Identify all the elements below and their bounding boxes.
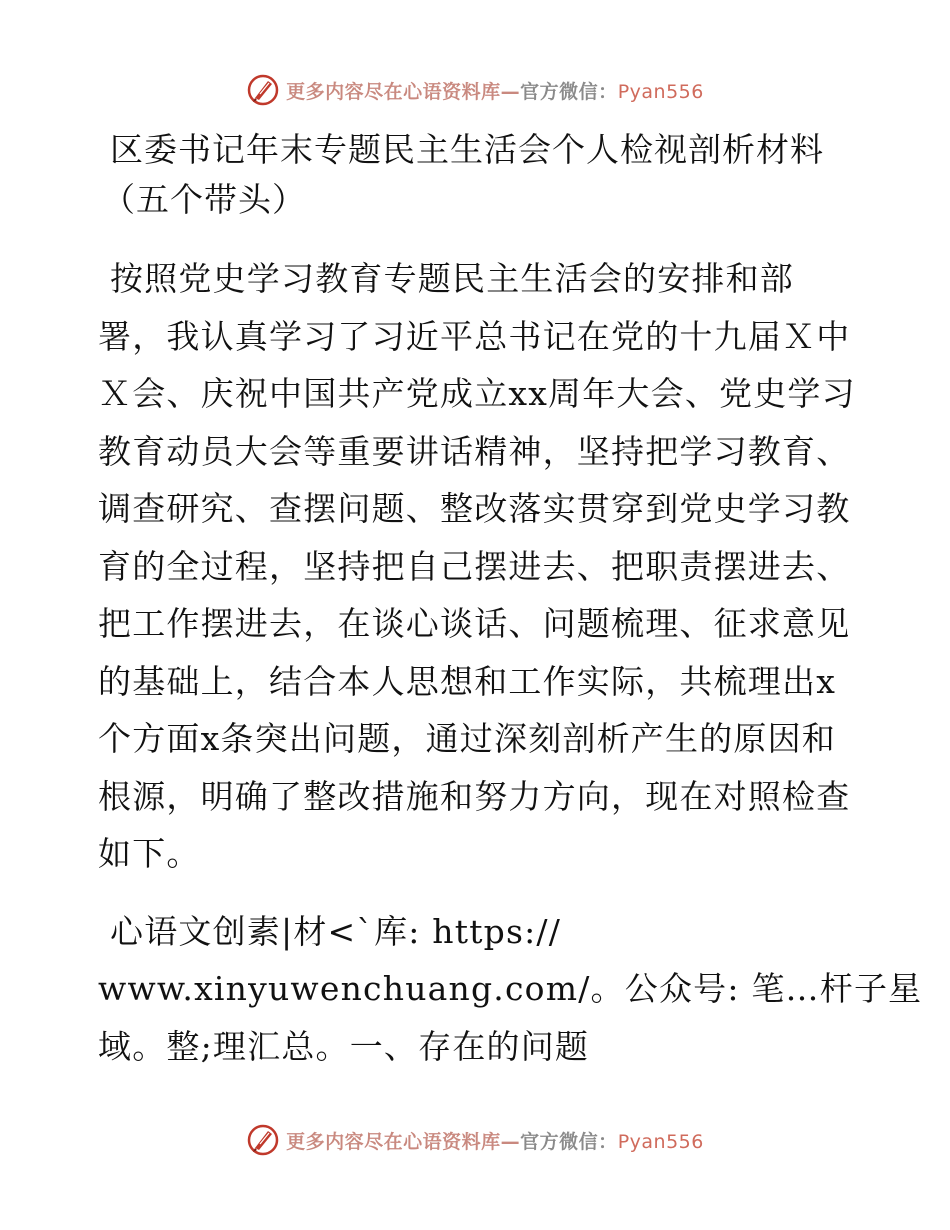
banner-text	[286, 1127, 704, 1154]
body-line: 育的全过程，坚持把自己摆进去、把职责摆进去、	[98, 546, 851, 586]
body-line: www.xinyuwenchuang.com/。公众号: 笔…杆子星	[98, 969, 923, 1008]
document-body	[98, 250, 923, 1075]
banner-dash: —	[500, 1130, 521, 1153]
quill-pen-logo-icon	[246, 73, 280, 107]
body-line: 心语文创素|材<`库: https://	[110, 911, 562, 951]
banner-main-text: 更多内容尽在心语资料库	[286, 80, 501, 103]
body-line: 署，我认真学习了习近平总书记在党的十九届Ｘ中	[98, 316, 851, 356]
title-line: （五个带头）	[102, 180, 306, 219]
body-line: 调查研究、查摆问题、整改落实贯穿到党史学习教	[98, 489, 851, 528]
title-line: 区委书记年末专题民主生活会个人检视剖析材料	[110, 130, 824, 169]
paragraph-source	[98, 903, 923, 1076]
banner-wechat-id: Pyan556	[617, 1130, 704, 1153]
footer-banner	[0, 1120, 950, 1160]
body-line: 如下。	[98, 834, 201, 873]
body-line: 按照党史学习教育专题民主生活会的安排和部	[110, 259, 794, 298]
paragraph-intro	[98, 250, 858, 883]
header-banner	[0, 70, 950, 110]
document-title	[102, 125, 870, 225]
paragraph-gap	[98, 883, 858, 903]
body-line: 域。整;理汇总。一、存在的问题	[98, 1026, 590, 1066]
banner-text	[286, 77, 704, 104]
body-line: 教育动员大会等重要讲话精神，坚持把学习教育、	[98, 431, 851, 471]
body-line: 根源，明确了整改措施和努力方向，现在对照检查	[98, 776, 851, 816]
banner-dash: —	[500, 80, 521, 103]
banner-official-label: 官方微信：	[520, 1130, 618, 1153]
body-line: 个方面x条突出问题，通过深刻剖析产生的原因和	[98, 719, 837, 758]
body-line: Ｘ会、庆祝中国共产党成立xx周年大会、党史学习	[98, 374, 856, 413]
banner-official-label: 官方微信：	[520, 80, 618, 103]
quill-pen-logo-icon	[246, 1123, 280, 1157]
body-line: 的基础上，结合本人思想和工作实际，共梳理出x	[98, 661, 837, 701]
banner-wechat-id: Pyan556	[617, 80, 704, 103]
body-line: 把工作摆进去，在谈心谈话、问题梳理、征求意见	[98, 604, 851, 643]
banner-main-text: 更多内容尽在心语资料库	[286, 1130, 501, 1153]
